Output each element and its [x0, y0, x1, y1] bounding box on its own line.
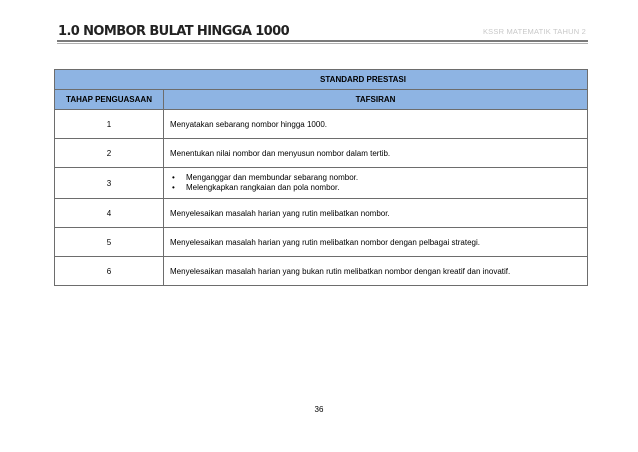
- level-cell: 3: [55, 168, 164, 199]
- header-divider-thick: [57, 40, 588, 42]
- level-cell: 1: [55, 110, 164, 139]
- column-header-level: TAHAP PENGUASAAN: [55, 90, 164, 110]
- header-divider-thin: [57, 43, 588, 44]
- column-header-interpretation: TAFSIRAN: [164, 90, 588, 110]
- section-title: 1.0 NOMBOR BULAT HINGGA 1000: [58, 24, 290, 39]
- description-cell: Menentukan nilai nombor dan menyusun nombor dalam tertib.: [164, 139, 588, 168]
- description-cell: Menyatakan sebarang nombor hingga 1000.: [164, 110, 588, 139]
- table-row: [55, 257, 588, 286]
- table-header-row: [55, 90, 588, 110]
- curriculum-label: KSSR MATEMATIK TAHUN 2: [482, 27, 586, 36]
- table-title-row: [55, 70, 588, 90]
- bullet-item: • Melengkapkan rangkaian dan pola nombor.: [172, 183, 340, 192]
- performance-standard-table: [54, 69, 588, 286]
- table-row: [55, 199, 588, 228]
- level-cell: 6: [55, 257, 164, 286]
- table-row: [55, 110, 588, 139]
- bullet-icon: •: [172, 183, 175, 192]
- level-cell: 4: [55, 199, 164, 228]
- level-cell: 5: [55, 228, 164, 257]
- bullet-item: • Menganggar dan membundar sebarang nombor.: [172, 173, 359, 182]
- description-cell: Menyelesaikan masalah harian yang rutin melibatkan nombor.: [164, 199, 588, 228]
- table-row: [55, 139, 588, 168]
- table-row: [55, 228, 588, 257]
- table-row: [55, 168, 588, 199]
- description-cell: Menyelesaikan masalah harian yang rutin melibatkan nombor dengan pelbagai strategi.: [164, 228, 588, 257]
- table-title: STANDARD PRESTASI: [55, 70, 588, 90]
- bullet-list: [170, 173, 587, 193]
- level-cell: 2: [55, 139, 164, 168]
- bullet-icon: •: [172, 173, 175, 182]
- page-number: 36: [314, 405, 324, 414]
- description-cell: [164, 168, 588, 199]
- description-cell: Menyelesaikan masalah harian yang bukan rutin melibatkan nombor dengan kreatif dan inovatif.: [164, 257, 588, 286]
